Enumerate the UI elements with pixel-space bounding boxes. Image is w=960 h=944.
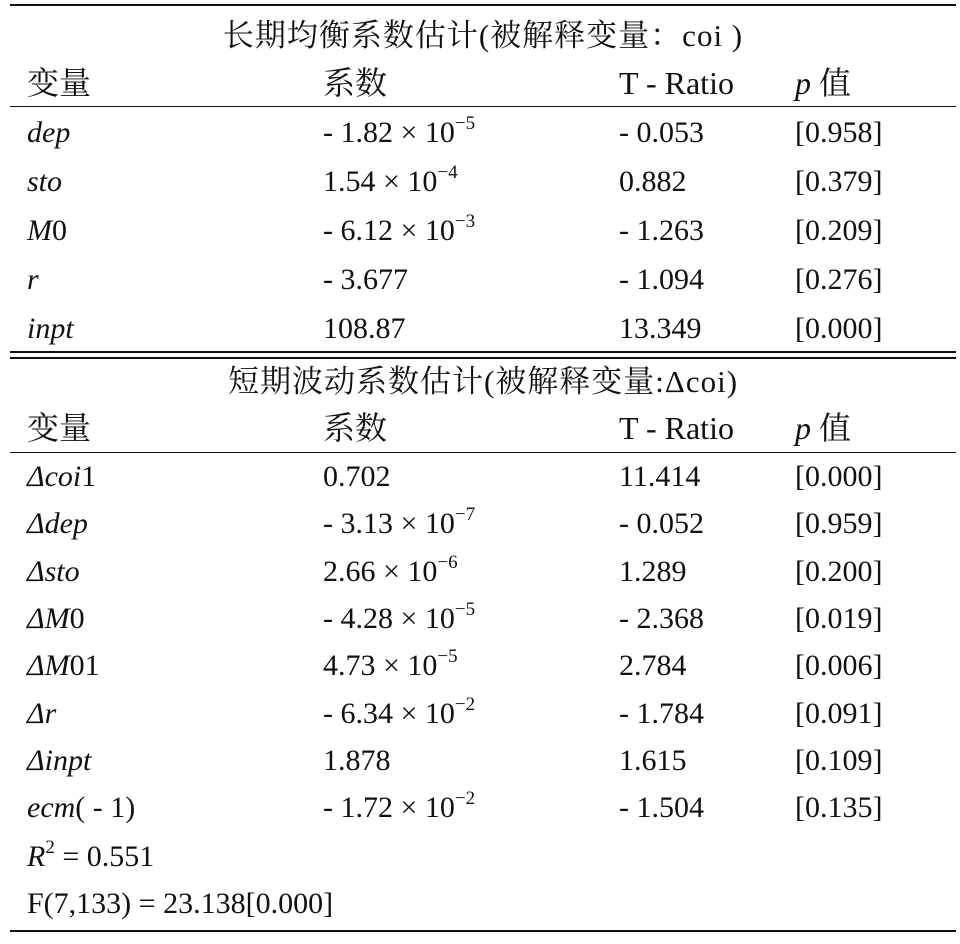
variable-upright: 0 xyxy=(52,214,67,247)
p-value: [0.200] xyxy=(795,554,883,588)
variable-name xyxy=(27,501,88,547)
r-squared-label: R xyxy=(27,840,46,873)
coefficient xyxy=(323,306,406,352)
table-row xyxy=(10,691,956,737)
r-squared xyxy=(27,834,154,880)
p-value: [0.109] xyxy=(795,743,883,777)
variable-upright: 01 xyxy=(69,649,100,683)
coefficient-exponent: −5 xyxy=(454,113,476,134)
table-row xyxy=(10,596,956,642)
variable-name xyxy=(27,596,85,642)
coefficient xyxy=(323,159,458,205)
coefficient-base: 0.702 xyxy=(323,460,391,493)
table-row xyxy=(10,110,956,156)
section2-title-text: 短期波动系数估计(被解释变量:Δcoi) xyxy=(227,364,739,399)
coefficient xyxy=(323,549,458,595)
variable-upright: 0 xyxy=(69,601,85,635)
coefficient-exponent: −6 xyxy=(437,551,458,573)
variable-italic: sto xyxy=(27,165,63,198)
header-coef: 系数 xyxy=(323,65,388,101)
t-ratio: 1.289 xyxy=(619,554,687,588)
header-p-italic: p xyxy=(795,410,811,446)
t-ratio: - 0.053 xyxy=(619,116,704,149)
p-value: [0.000] xyxy=(795,460,883,493)
coefficient-base: - 6.12 × 10 xyxy=(323,214,455,247)
p-value: [0.276] xyxy=(795,263,883,296)
table-row xyxy=(10,643,956,689)
variable-name xyxy=(27,549,80,595)
coefficient xyxy=(323,208,475,254)
bottom-rule xyxy=(10,930,956,932)
top-rule xyxy=(10,4,956,6)
table-row xyxy=(10,454,956,500)
header-p-italic: p xyxy=(795,65,811,101)
p-value: [0.135] xyxy=(795,791,883,825)
table-row xyxy=(10,785,956,831)
t-ratio: 0.882 xyxy=(619,165,687,198)
variable-name xyxy=(27,257,39,303)
variable-italic: r xyxy=(27,263,39,296)
variable-name xyxy=(27,208,67,254)
section1-header-rule xyxy=(10,106,956,107)
section2-header-row xyxy=(10,405,956,451)
t-ratio: - 0.052 xyxy=(619,507,704,541)
variable-italic: Δr xyxy=(27,696,57,730)
header-coef: 系数 xyxy=(323,410,388,446)
section2-title xyxy=(10,362,956,402)
table-row xyxy=(10,501,956,547)
coefficient-base: - 1.72 × 10 xyxy=(323,791,455,825)
variable-name xyxy=(27,738,91,784)
t-ratio: - 1.263 xyxy=(619,214,704,247)
table-row xyxy=(10,208,956,254)
variable-italic: ΔM xyxy=(27,601,70,635)
coefficient-exponent: −2 xyxy=(454,788,476,810)
p-value: [0.006] xyxy=(795,649,883,683)
double-rule-top xyxy=(10,351,956,353)
t-ratio: 13.349 xyxy=(619,312,702,345)
variable-upright: 1 xyxy=(81,460,97,493)
table-row xyxy=(10,257,956,303)
coefficient-exponent: −5 xyxy=(454,598,476,620)
table-row xyxy=(10,159,956,205)
t-ratio: - 1.784 xyxy=(619,696,704,730)
variable-name xyxy=(27,110,70,156)
coefficient-exponent: −7 xyxy=(454,504,476,526)
coefficient xyxy=(323,596,475,642)
coefficient-base: - 4.28 × 10 xyxy=(323,601,455,635)
coefficient-base: - 6.34 × 10 xyxy=(323,696,455,730)
variable-italic: ΔM xyxy=(27,649,70,683)
variable-upright: ( - 1) xyxy=(75,791,136,825)
coefficient-base: 4.73 × 10 xyxy=(323,649,438,683)
table-row xyxy=(10,306,956,352)
section1-title: 长期均衡系数估计(被解释变量：coi ) xyxy=(222,18,744,53)
section1-header-row xyxy=(10,60,956,106)
coefficient-exponent: −2 xyxy=(454,693,476,715)
coefficient-base: 1.878 xyxy=(323,743,391,777)
variable-name xyxy=(27,785,135,831)
variable-italic: Δcoi xyxy=(27,460,82,493)
coefficient xyxy=(323,785,475,831)
header-p xyxy=(795,405,851,451)
coefficient-exponent: −3 xyxy=(454,211,476,232)
variable-italic: Δdep xyxy=(27,507,88,541)
header-var: 变量 xyxy=(27,65,92,101)
variable-italic: inpt xyxy=(27,312,74,345)
coefficient-base: 108.87 xyxy=(323,312,406,345)
section2-header-rule xyxy=(10,452,956,453)
coefficient xyxy=(323,454,391,500)
coefficient-base: - 3.13 × 10 xyxy=(323,507,455,541)
coefficient xyxy=(323,691,475,737)
p-value: [0.958] xyxy=(795,116,883,149)
coefficient-exponent: −5 xyxy=(437,646,458,668)
header-p-rest: 值 xyxy=(811,65,852,101)
variable-italic: dep xyxy=(27,116,71,149)
t-ratio: 2.784 xyxy=(619,649,687,683)
coefficient-exponent: −4 xyxy=(437,162,458,183)
p-value: [0.000] xyxy=(795,312,883,345)
coefficient-base: 2.66 × 10 xyxy=(323,554,438,588)
coefficient xyxy=(323,257,408,303)
variable-name xyxy=(27,159,62,205)
f-statistic: F(7,133) = 23.138[0.000] xyxy=(27,887,334,920)
coefficient-base: - 3.677 xyxy=(323,263,408,296)
p-value: [0.209] xyxy=(795,214,883,247)
coefficient xyxy=(323,501,475,547)
table-row xyxy=(10,549,956,595)
double-rule-bottom xyxy=(10,357,956,359)
p-value: [0.379] xyxy=(795,165,883,198)
coefficient xyxy=(323,110,475,156)
t-ratio: - 2.368 xyxy=(619,601,704,635)
header-p-rest: 值 xyxy=(811,410,852,446)
f-statistic-line xyxy=(10,881,956,927)
coefficient xyxy=(323,643,458,689)
header-t: T - Ratio xyxy=(619,65,734,101)
r-squared-sup: 2 xyxy=(45,837,55,858)
t-ratio: - 1.504 xyxy=(619,791,704,825)
header-p xyxy=(795,60,851,106)
variable-name xyxy=(27,691,56,737)
r-squared-value: = 0.551 xyxy=(54,840,155,873)
variable-italic: M xyxy=(27,214,52,247)
r-squared-line xyxy=(10,834,956,880)
coefficient-base: - 1.82 × 10 xyxy=(323,116,455,149)
t-ratio: 11.414 xyxy=(619,460,701,493)
t-ratio: 1.615 xyxy=(619,743,687,777)
variable-name xyxy=(27,643,100,689)
header-var: 变量 xyxy=(27,410,92,446)
p-value: [0.959] xyxy=(795,507,883,541)
header-t: T - Ratio xyxy=(619,410,734,446)
p-value: [0.091] xyxy=(795,696,883,730)
variable-italic: ecm xyxy=(27,791,76,825)
p-value: [0.019] xyxy=(795,601,883,635)
t-ratio: - 1.094 xyxy=(619,263,704,296)
variable-name xyxy=(27,306,74,352)
coefficient-base: 1.54 × 10 xyxy=(323,165,438,198)
coefficient xyxy=(323,738,391,784)
variable-italic: Δsto xyxy=(27,554,80,588)
table-row xyxy=(10,738,956,784)
variable-italic: Δinpt xyxy=(27,743,92,777)
variable-name xyxy=(27,454,96,500)
